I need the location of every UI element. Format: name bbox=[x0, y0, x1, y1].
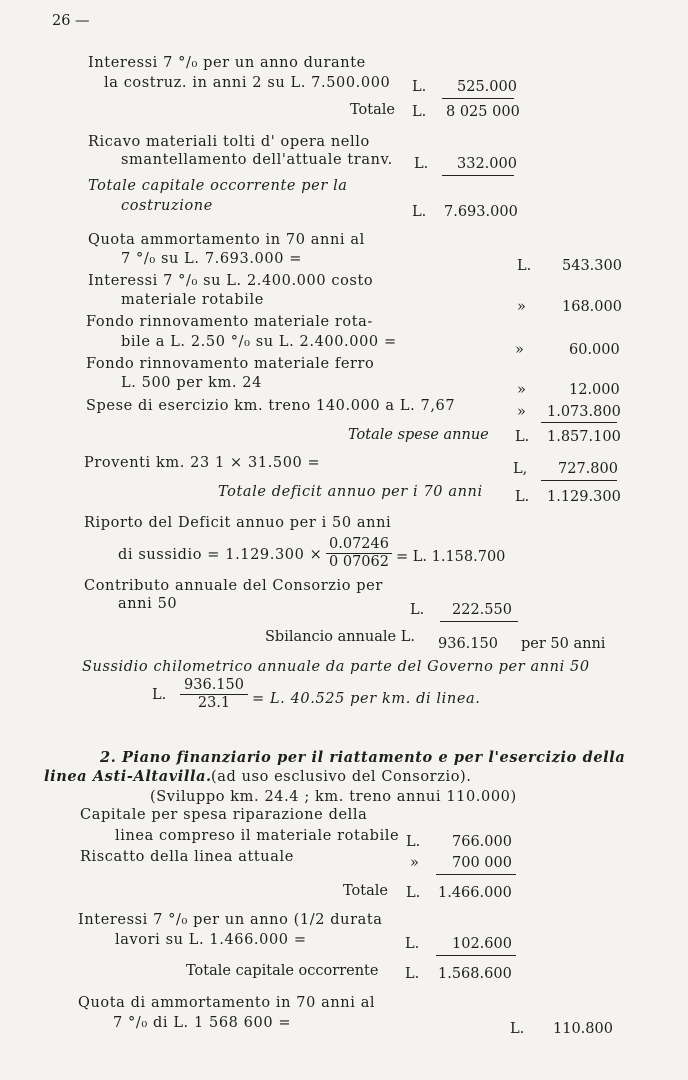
amount: 110.800 bbox=[553, 1021, 613, 1037]
ditto-mark: » bbox=[517, 382, 526, 398]
currency-label: L. bbox=[412, 204, 427, 220]
amount: 525.000 bbox=[457, 79, 517, 95]
text-line: L. 500 per km. 24 bbox=[121, 375, 262, 391]
text-line: Riscatto della linea attuale bbox=[80, 849, 294, 865]
currency-label: L. bbox=[152, 687, 167, 703]
amount: 543.300 bbox=[562, 258, 622, 274]
amount: 8 025 000 bbox=[446, 104, 520, 120]
text-line: Contributo annuale del Consorzio per bbox=[84, 578, 383, 594]
fraction-numerator: 0.07246 bbox=[326, 536, 392, 554]
amount: 168.000 bbox=[562, 299, 622, 315]
total-label: Totale bbox=[350, 102, 395, 118]
text-line: Quota di ammortamento in 70 anni al bbox=[78, 995, 376, 1011]
total-label: Totale capitale occorrente bbox=[186, 963, 379, 979]
text-line: la costruz. in anni 2 su L. 7.500.000 bbox=[104, 75, 391, 91]
text-line: Totale capitale occorrente per la bbox=[88, 178, 348, 194]
section-subtitle: (ad uso esclusivo del Consorzio). bbox=[211, 769, 472, 785]
section-title: linea Asti-Altavilla. bbox=[44, 768, 212, 785]
amount: 1.129.300 bbox=[547, 489, 621, 505]
amount: 700 000 bbox=[452, 855, 512, 871]
section-subtitle: (Sviluppo km. 24.4 ; km. treno annui 110.000) bbox=[150, 789, 517, 805]
text-line: per 50 anni bbox=[521, 636, 606, 652]
text-line: Proventi km. 23 1 × 31.500 = bbox=[84, 455, 321, 471]
sum-rule bbox=[442, 175, 514, 176]
text-line: lavori su L. 1.466.000 = bbox=[115, 932, 307, 948]
text-line: Interessi 7 °/₀ per un anno (1/2 durata bbox=[78, 912, 383, 928]
ditto-mark: » bbox=[517, 299, 526, 315]
amount: 1.857.100 bbox=[547, 429, 621, 445]
text-line: materiale rotabile bbox=[121, 292, 264, 308]
currency-label: L. bbox=[412, 104, 427, 120]
currency-label: L. bbox=[405, 966, 420, 982]
currency-label: L. bbox=[517, 258, 532, 274]
text-line: Ricavo materiali tolti d' opera nello bbox=[88, 134, 370, 150]
amount: 60.000 bbox=[569, 342, 620, 358]
sum-rule bbox=[541, 480, 617, 481]
text-line: Capitale per spesa riparazione della bbox=[80, 807, 368, 823]
amount: 332.000 bbox=[457, 156, 517, 172]
sum-rule bbox=[440, 621, 518, 622]
text-line: di sussidio = 1.129.300 × bbox=[118, 547, 323, 563]
amount: 7.693.000 bbox=[444, 204, 518, 220]
amount: 222.550 bbox=[452, 602, 512, 618]
text-line: costruzione bbox=[121, 198, 213, 214]
sum-rule bbox=[436, 874, 516, 875]
text-line: Riporto del Deficit annuo per i 50 anni bbox=[84, 515, 392, 531]
currency-label: L. bbox=[410, 602, 425, 618]
sum-rule bbox=[541, 422, 617, 423]
currency-label: L. bbox=[515, 489, 530, 505]
section-title: 2. Piano finanziario per il riattamento e per l'esercizio della bbox=[100, 749, 626, 766]
currency-label: L. bbox=[405, 936, 420, 952]
result: = L. 40.525 per km. di linea. bbox=[252, 691, 481, 707]
text-line: Spese di esercizio km. treno 140.000 a L. 7,67 bbox=[86, 398, 456, 414]
amount: 727.800 bbox=[558, 461, 618, 477]
amount: 936.150 bbox=[438, 636, 498, 652]
ditto-mark: » bbox=[515, 342, 524, 358]
sum-rule bbox=[442, 98, 514, 99]
text-line: Fondo rinnovamento materiale ferro bbox=[86, 356, 375, 372]
currency-label: L. bbox=[515, 429, 530, 445]
fraction-denominator: 23.1 bbox=[197, 695, 231, 711]
text-line: Fondo rinnovamento materiale rota- bbox=[86, 314, 373, 330]
amount: 12.000 bbox=[569, 382, 620, 398]
text-line: linea compreso il materiale rotabile bbox=[115, 828, 400, 844]
fraction bbox=[326, 536, 392, 571]
amount: 1.568.600 bbox=[438, 966, 512, 982]
currency-label: L. bbox=[414, 156, 429, 172]
amount: 102.600 bbox=[452, 936, 512, 952]
text-line: smantellamento dell'attuale tranv. bbox=[121, 152, 393, 168]
currency-label: L. bbox=[510, 1021, 525, 1037]
text-line: Sussidio chilometrico annuale da parte del Governo per anni 50 bbox=[82, 659, 590, 675]
fraction-denominator: 0 07062 bbox=[329, 554, 389, 570]
text-line: Quota ammortamento in 70 anni al bbox=[88, 232, 365, 248]
ditto-mark: » bbox=[517, 404, 526, 420]
currency-label: L, bbox=[513, 461, 528, 477]
ditto-mark: » bbox=[410, 855, 419, 871]
text-line: 7 °/₀ di L. 1 568 600 = bbox=[113, 1015, 292, 1031]
amount: 766.000 bbox=[452, 834, 512, 850]
amount: 1.073.800 bbox=[547, 404, 621, 420]
currency-label: L. bbox=[412, 79, 427, 95]
total-label: Totale bbox=[343, 883, 388, 899]
sum-rule bbox=[436, 955, 516, 956]
page-number: 26 — bbox=[52, 13, 90, 29]
total-label: Totale spese annue bbox=[348, 427, 489, 443]
currency-label: L. bbox=[406, 885, 421, 901]
currency-label: L. bbox=[406, 834, 421, 850]
text-line: bile a L. 2.50 °/₀ su L. 2.400.000 = bbox=[121, 334, 397, 350]
result: = L. 1.158.700 bbox=[396, 549, 506, 565]
text-line: Interessi 7 °/₀ su L. 2.400.000 costo bbox=[88, 273, 374, 289]
fraction-numerator: 936.150 bbox=[180, 677, 248, 695]
total-label: Totale deficit annuo per i 70 anni bbox=[218, 484, 483, 500]
text-line: Interessi 7 °/₀ per un anno durante bbox=[88, 55, 366, 71]
amount: 1.466.000 bbox=[438, 885, 512, 901]
text-line: anni 50 bbox=[118, 596, 178, 612]
text-line: 7 °/₀ su L. 7.693.000 = bbox=[121, 251, 302, 267]
total-label: Sbilancio annuale L. bbox=[265, 629, 415, 645]
fraction bbox=[180, 677, 248, 712]
